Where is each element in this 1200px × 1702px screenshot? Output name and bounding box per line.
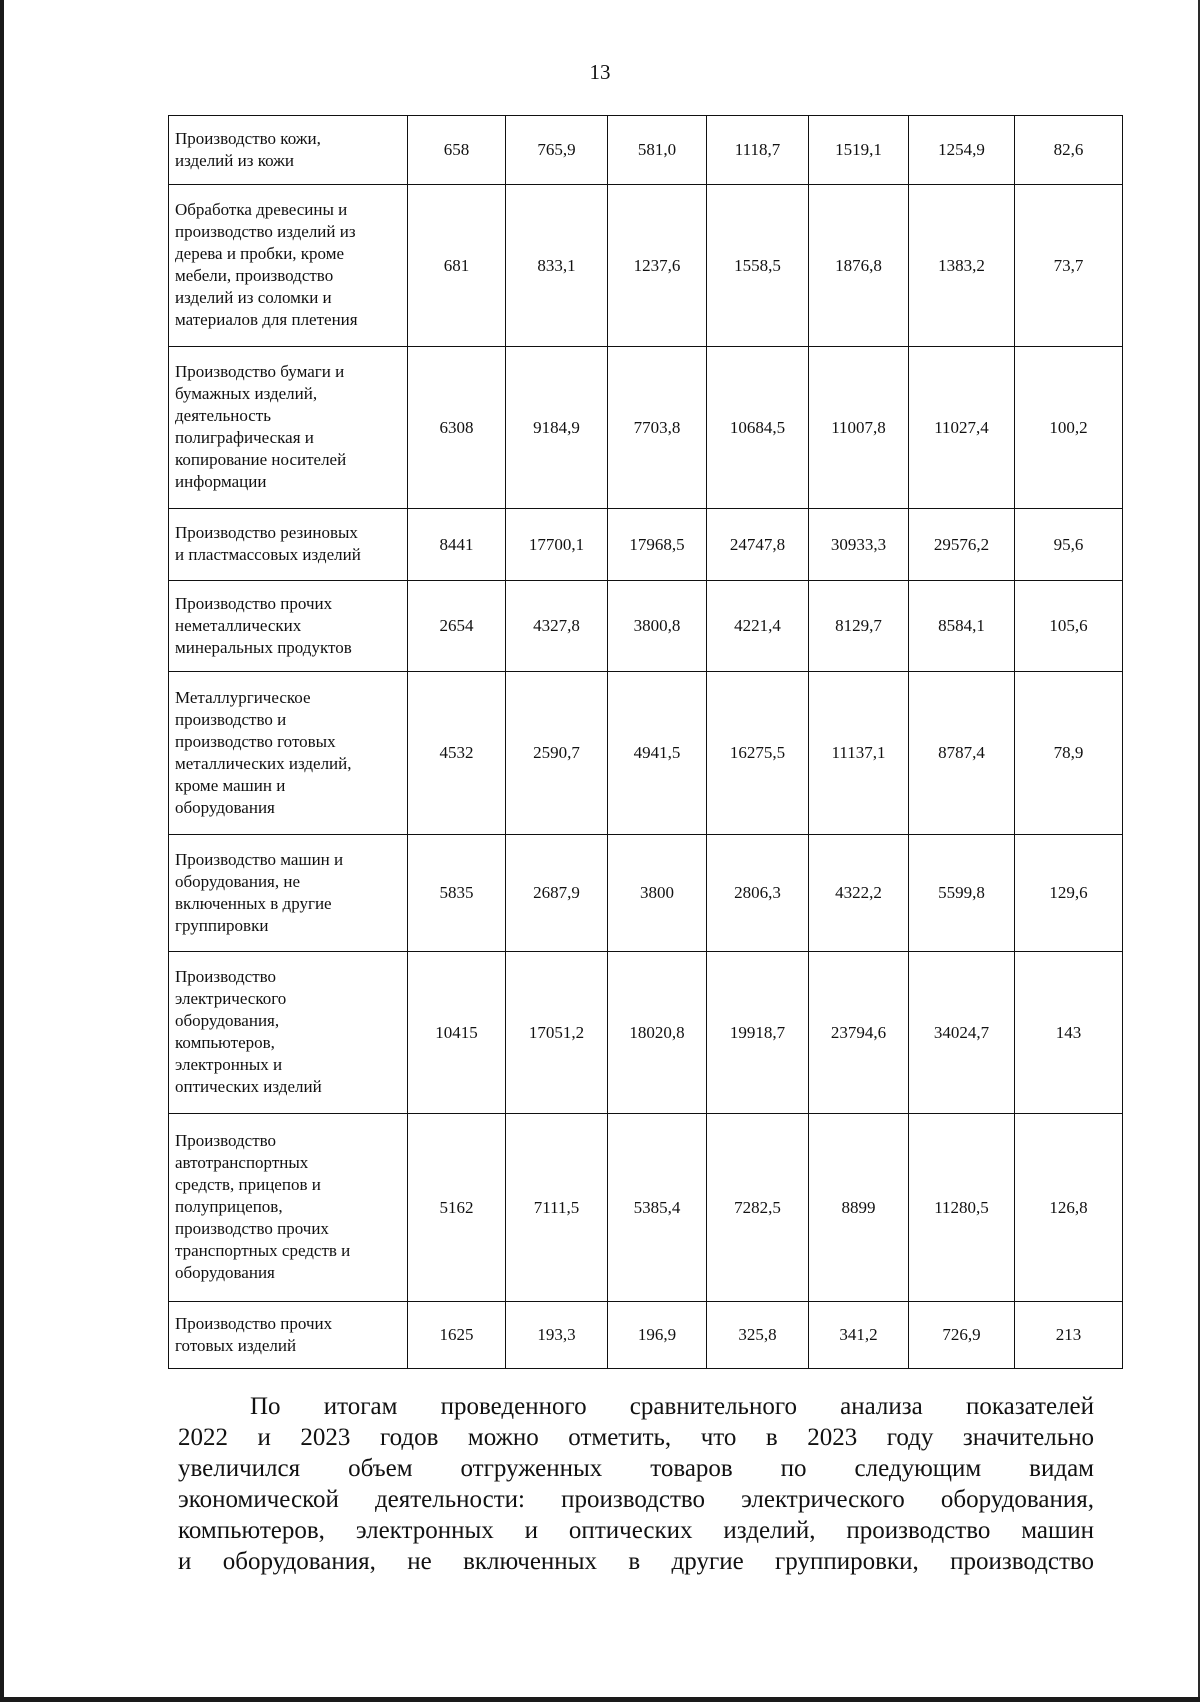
table-body [169, 116, 1123, 1369]
value-cell: 11027,4 [909, 347, 1015, 509]
value-cell: 8787,4 [909, 672, 1015, 835]
value-cell: 126,8 [1015, 1114, 1123, 1302]
value-cell: 726,9 [909, 1302, 1015, 1369]
value-cell: 1625 [408, 1302, 506, 1369]
value-cell: 8584,1 [909, 581, 1015, 672]
paragraph-line: и оборудования, не включенных в другие группировки, производство [178, 1548, 1094, 1575]
value-cell: 100,2 [1015, 347, 1123, 509]
value-cell: 3800,8 [608, 581, 707, 672]
value-cell: 17051,2 [506, 952, 608, 1114]
paragraph-line: 2022 и 2023 годов можно отметить, что в 2023 году значительно [178, 1424, 1094, 1451]
table-row [169, 509, 1123, 581]
value-cell: 4221,4 [707, 581, 809, 672]
value-cell: 143 [1015, 952, 1123, 1114]
value-cell: 341,2 [809, 1302, 909, 1369]
paragraph-line: увеличился объем отгруженных товаров по следующим видам [178, 1455, 1094, 1482]
value-cell: 95,6 [1015, 509, 1123, 581]
value-cell: 1237,6 [608, 185, 707, 347]
scan-edge-bottom [0, 1697, 1200, 1702]
value-cell: 5162 [408, 1114, 506, 1302]
value-cell: 24747,8 [707, 509, 809, 581]
value-cell: 7282,5 [707, 1114, 809, 1302]
value-cell: 658 [408, 116, 506, 185]
value-cell: 193,3 [506, 1302, 608, 1369]
value-cell: 325,8 [707, 1302, 809, 1369]
table-row [169, 116, 1123, 185]
paragraph-line: По итогам проведенного сравнительного анализа показателей [250, 1393, 1094, 1420]
value-cell: 5835 [408, 835, 506, 952]
value-cell: 4941,5 [608, 672, 707, 835]
value-cell: 19918,7 [707, 952, 809, 1114]
row-label: Производство прочих готовых изделий [169, 1302, 408, 1369]
value-cell: 78,9 [1015, 672, 1123, 835]
value-cell: 82,6 [1015, 116, 1123, 185]
value-cell: 11280,5 [909, 1114, 1015, 1302]
value-cell: 1519,1 [809, 116, 909, 185]
value-cell: 73,7 [1015, 185, 1123, 347]
value-cell: 11137,1 [809, 672, 909, 835]
value-cell: 16275,5 [707, 672, 809, 835]
value-cell: 2806,3 [707, 835, 809, 952]
value-cell: 9184,9 [506, 347, 608, 509]
row-label: Производство прочих неметаллических минеральных продуктов [169, 581, 408, 672]
value-cell: 1876,8 [809, 185, 909, 347]
value-cell: 4327,8 [506, 581, 608, 672]
row-label: Производство кожи, изделий из кожи [169, 116, 408, 185]
value-cell: 30933,3 [809, 509, 909, 581]
value-cell: 23794,6 [809, 952, 909, 1114]
value-cell: 8129,7 [809, 581, 909, 672]
value-cell: 2590,7 [506, 672, 608, 835]
table-row [169, 1114, 1123, 1302]
value-cell: 11007,8 [809, 347, 909, 509]
value-cell: 581,0 [608, 116, 707, 185]
value-cell: 105,6 [1015, 581, 1123, 672]
paragraph-line: экономической деятельности: производство электрического оборудования, [178, 1486, 1094, 1513]
row-label: Обработка древесины и производство изделий из дерева и пробки, кроме мебели, производство изделий из соломки и материалов для плетения [169, 185, 408, 347]
row-label: Производство машин и оборудования, не включенных в другие группировки [169, 835, 408, 952]
value-cell: 833,1 [506, 185, 608, 347]
value-cell: 1118,7 [707, 116, 809, 185]
value-cell: 196,9 [608, 1302, 707, 1369]
table-row [169, 952, 1123, 1114]
value-cell: 18020,8 [608, 952, 707, 1114]
value-cell: 1254,9 [909, 116, 1015, 185]
value-cell: 4322,2 [809, 835, 909, 952]
value-cell: 1383,2 [909, 185, 1015, 347]
value-cell: 10415 [408, 952, 506, 1114]
page-number: 13 [589, 60, 611, 84]
value-cell: 6308 [408, 347, 506, 509]
row-label: Металлургическое производство и производство готовых металлических изделий, кроме машин и оборудования [169, 672, 408, 835]
value-cell: 129,6 [1015, 835, 1123, 952]
value-cell: 7111,5 [506, 1114, 608, 1302]
value-cell: 2654 [408, 581, 506, 672]
row-label: Производство электрического оборудования, компьютеров, электронных и оптических изделий [169, 952, 408, 1114]
table-row [169, 581, 1123, 672]
value-cell: 17700,1 [506, 509, 608, 581]
table-row [169, 347, 1123, 509]
value-cell: 681 [408, 185, 506, 347]
value-cell: 8441 [408, 509, 506, 581]
value-cell: 5385,4 [608, 1114, 707, 1302]
row-label: Производство бумаги и бумажных изделий, деятельность полиграфическая и копирование носителей информации [169, 347, 408, 509]
table-row [169, 835, 1123, 952]
value-cell: 17968,5 [608, 509, 707, 581]
value-cell: 2687,9 [506, 835, 608, 952]
value-cell: 765,9 [506, 116, 608, 185]
table-row [169, 185, 1123, 347]
analysis-paragraph [178, 1391, 1094, 1577]
table-row [169, 1302, 1123, 1369]
paragraph-line: компьютеров, электронных и оптических изделий, производство машин [178, 1517, 1094, 1544]
row-label: Производство резиновых и пластмассовых изделий [169, 509, 408, 581]
value-cell: 8899 [809, 1114, 909, 1302]
value-cell: 7703,8 [608, 347, 707, 509]
row-label: Производство автотранспортных средств, прицепов и полуприцепов, производство прочих транспортных средств и оборудования [169, 1114, 408, 1302]
value-cell: 1558,5 [707, 185, 809, 347]
value-cell: 34024,7 [909, 952, 1015, 1114]
scan-edge-left [0, 0, 4, 1702]
value-cell: 29576,2 [909, 509, 1015, 581]
value-cell: 4532 [408, 672, 506, 835]
value-cell: 10684,5 [707, 347, 809, 509]
industry-shipment-table [168, 115, 1123, 1369]
table-row [169, 672, 1123, 835]
value-cell: 5599,8 [909, 835, 1015, 952]
value-cell: 3800 [608, 835, 707, 952]
value-cell: 213 [1015, 1302, 1123, 1369]
